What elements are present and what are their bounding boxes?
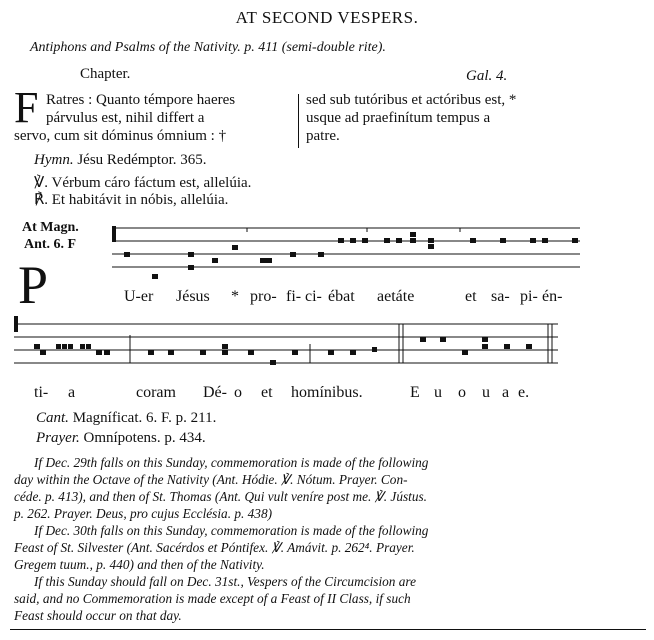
lyric-syllable: pro- bbox=[250, 288, 277, 305]
lyric-syllable: ci- bbox=[305, 288, 322, 305]
lyric-syllable: a bbox=[502, 384, 510, 401]
neumes-line-2 bbox=[34, 337, 532, 365]
rubric-line: Gregem tuum., p. 440) and then of the Nativity. bbox=[14, 557, 265, 572]
lyric-syllable: fi- bbox=[286, 288, 302, 305]
lyric-syllable: aetáte bbox=[377, 288, 415, 305]
canticle-line bbox=[36, 410, 216, 427]
chapter-initial: F bbox=[14, 83, 39, 132]
lyric-syllable: Jésus bbox=[176, 288, 210, 305]
versicle-text: Vérbum cáro fáctum est, allelúia. bbox=[51, 175, 252, 191]
page-title: AT SECOND VESPERS. bbox=[235, 8, 419, 27]
rubric-line: If this Sunday should fall on Dec. 31st., Vespers of the Circumcision are bbox=[34, 574, 417, 589]
response-text: Et habitávit in nóbis, allelúia. bbox=[51, 192, 229, 208]
lyric-syllable: U-er bbox=[124, 288, 154, 305]
c-clef-icon-2 bbox=[14, 316, 18, 332]
lyric-syllable: u bbox=[434, 384, 442, 401]
rubric-line: Feast of St. Silvester (Ant. Sacérdos et Póntifex. ℣. Amávit. p. 262⁴. Prayer. bbox=[14, 540, 415, 555]
prayer-line bbox=[36, 430, 206, 447]
prayer-text: Omnípotens. p. 434. bbox=[83, 430, 206, 446]
lyric-syllable: o bbox=[234, 384, 242, 401]
prayer-label: Prayer. bbox=[36, 430, 80, 446]
lyric-syllable: e. bbox=[518, 384, 530, 401]
chapter-left-line-2: párvulus est, nihil differt a bbox=[46, 110, 205, 126]
lyric-syllable: * bbox=[231, 288, 239, 305]
chapter-ref: Gal. 4. bbox=[466, 68, 508, 84]
rubric-line: p. 262. Prayer. Deus, pro cujus Ecclésia. p. 438) bbox=[14, 506, 273, 521]
antiphon-label-1: At Magn. bbox=[22, 220, 79, 235]
rubric-line: céde. p. 413), and then of St. Thomas (Ant. Qui vult veníre post me. ℣. Jústus. bbox=[14, 489, 427, 504]
lyric-syllable: et bbox=[465, 288, 477, 305]
chapter-left-line-3: servo, cum sit dóminus ómnium : † bbox=[14, 128, 227, 144]
lyric-syllable: a bbox=[68, 384, 76, 401]
hymn-label: Hymn. bbox=[34, 152, 74, 168]
lyric-syllable: ti- bbox=[34, 384, 49, 401]
canticle-label: Cant. bbox=[36, 410, 69, 426]
rubric-line: said, and no Commemoration is made except of a Feast of II Class, if such bbox=[14, 591, 411, 606]
antiphon-initial: P bbox=[18, 255, 49, 315]
lyric-syllable: sa- bbox=[491, 288, 510, 305]
c-clef-icon bbox=[112, 226, 116, 242]
lyric-syllable: ébat bbox=[328, 288, 355, 305]
lyric-syllable: E bbox=[410, 384, 420, 401]
chapter-right-line-1: sed sub tutóribus et actóribus est, * bbox=[306, 92, 517, 108]
rubric-line: day within the Octave of the Nativity (Ant. Hódie. ℣. Nótum. Prayer. Con- bbox=[14, 472, 408, 487]
rubric-line: If Dec. 29th falls on this Sunday, commemoration is made of the following bbox=[34, 455, 429, 470]
chapter-right-line-3: patre. bbox=[306, 128, 340, 144]
response-symbol: ℟. bbox=[34, 192, 49, 208]
versicle-symbol: ℣. bbox=[34, 175, 49, 191]
canticle-text: Magníficat. 6. F. p. 211. bbox=[72, 410, 217, 426]
neumes-line-1 bbox=[124, 232, 578, 279]
bottom-rule bbox=[10, 629, 646, 630]
antiphon-label-2: Ant. 6. F bbox=[24, 237, 77, 252]
lyric-syllable: et bbox=[261, 384, 273, 401]
lyric-syllable: u bbox=[482, 384, 490, 401]
page-subtitle: Antiphons and Psalms of the Nativity. p. 411 (semi-double rite). bbox=[30, 40, 386, 55]
lyric-syllable: homínibus. bbox=[291, 384, 363, 401]
rubric-line: If Dec. 30th falls on this Sunday, commemoration is made of the following bbox=[34, 523, 429, 538]
lyric-syllable: pi- bbox=[520, 288, 538, 305]
chapter-label: Chapter. bbox=[80, 66, 131, 82]
chapter-left-line-1: Ratres : Quanto témpore haeres bbox=[46, 92, 236, 108]
hymn-text: Jésu Redémptor. 365. bbox=[77, 152, 207, 168]
lyric-syllable: coram bbox=[136, 384, 176, 401]
lyric-syllable: én- bbox=[542, 288, 563, 305]
lyric-syllable: Dé- bbox=[203, 384, 227, 401]
chapter-right-line-2: usque ad praefinítum tempus a bbox=[306, 110, 491, 126]
rubric-line: Feast should occur on that day. bbox=[14, 608, 182, 623]
lyric-syllable: o bbox=[458, 384, 466, 401]
